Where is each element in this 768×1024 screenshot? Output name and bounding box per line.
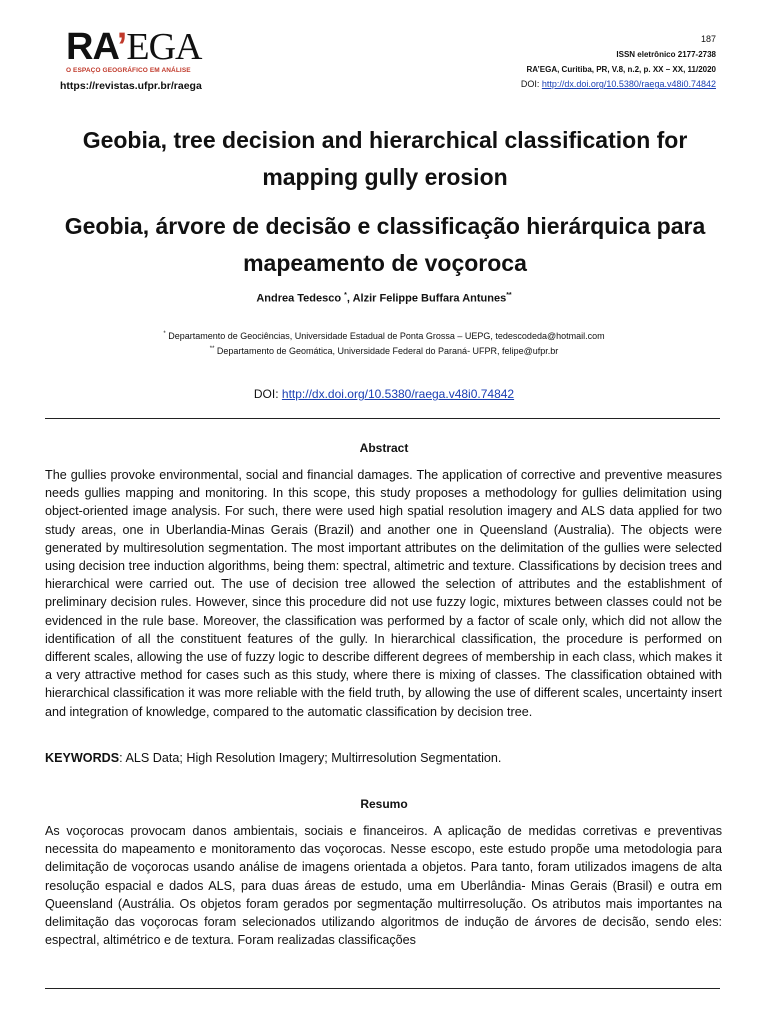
journal-logo — [66, 28, 226, 74]
abstract-text: The gullies provoke environmental, social and financial damages. The application of corrective and preventive measures needs gullies mapping and monitoring. In this scope, this study proposes a methodology for gullies delimitation using object-oriented image analysis. For such, there were used high spatial resolution imagery and ALS data applied for two study areas, one in Uberlandia-Minas Gerais (Brazil) and another one in Queensland (Australia). The objects were generated by multiresolution segmentation. The most important attributes on the delimitation of the gullies were selected using decision tree induction algorithms, being them: spectral, altimetric and texture. Classifications by decision trees and hierarchical were carried out. The use of decision tree allowed the selection of attributes and the establishment of preliminary decision rules. However, since this procedure did not use fuzzy logic, mixtures between classes could not be evidenced in the rule base. Moreover, the classification was performed by a factor of scale only, which did not allow the identification of all the constituent features of the gully. In hierarchical classification, the procedure is performed on different scales, allowing the use of fuzzy logic to describe different degrees of membership in each class, which makes it a very attractive method for cases such as this study, where there is mixing of classes. The classification obtained with hierarchical classification it was more reliable with the field truth, by allowing the use of different scales, uncertainty insert and integration of knowledge, compared to the automatic classification by decision tree. — [45, 468, 722, 719]
abstract-heading: Abstract — [359, 441, 409, 455]
keywords: KEYWORDS: ALS Data; High Resolution Imagery; Multirresolution Segmentation. — [45, 751, 502, 765]
issn: ISSN eletrônico 2177-2738 — [616, 50, 716, 59]
logo-wordmark: RA’EGA — [66, 26, 202, 68]
resumo-text: As voçorocas provocam danos ambientais, sociais e financeiros. A aplicação de medidas corretivas e preventivas necessita do mapeamento e monitoramento das voçorocas. Nesse escopo, este estudo propõe uma metodologia para delimitação de voçorocas usando análise de imagens orientada a objetos. Para tanto, foram utilizados imagens de alta resolução espacial e dados ALS, para duas áreas de estudo, uma em Uberlândia- Minas Gerais (Brasil) e outra em Queensland (Austrália. Os objetos foram gerados por segmentação multirresolução. Os atributos mais importantes na delimitação das voçorocas foram selecionados utilizando algoritmos de indução de árvores de decisão, sendo eles: espectral, altimétrico e de textura. Foram realizadas classificações — [45, 824, 722, 948]
authors: Andrea Tedesco *, Alzir Felippe Buffara Antunes** — [256, 292, 512, 305]
article-doi-link[interactable]: http://dx.doi.org/10.5380/raega.v48i0.74842 — [281, 387, 515, 401]
title-english: Geobia, tree decision and hierarchical classification for mapping gully erosion — [82, 127, 688, 190]
journal-site-link[interactable]: https://revistas.ufpr.br/raega — [60, 80, 202, 92]
journal-metadata — [521, 32, 716, 92]
footer-divider — [45, 988, 720, 989]
page-number: 187 — [700, 34, 716, 44]
article-doi: DOI: http://dx.doi.org/10.5380/raega.v48i0.74842 — [253, 387, 515, 401]
resumo-heading: Resumo — [360, 797, 408, 811]
title-portuguese: Geobia, árvore de decisão e classificação hierárquica para mapeamento de voçoroca — [64, 213, 706, 276]
header-doi: DOI: http://dx.doi.org/10.5380/raega.v48i0.74842 — [520, 79, 716, 89]
divider — [45, 418, 720, 419]
affiliation-2: ** Departamento de Geomática, Universidade Federal do Paraná- UFPR, felipe@ufpr.br — [209, 346, 559, 356]
affiliation-1: * Departamento de Geociências, Universidade Estadual de Ponta Grossa – UEPG, tedescodeda@hotmail.com — [163, 331, 605, 341]
header-doi-link[interactable]: http://dx.doi.org/10.5380/raega.v48i0.74842 — [541, 79, 716, 89]
citation: RA’EGA, Curitiba, PR, V.8, n.2, p. XX – XX, 11/2020 — [526, 65, 716, 74]
logo-tagline: O ESPAÇO GEOGRÁFICO EM ANÁLISE — [66, 67, 191, 74]
